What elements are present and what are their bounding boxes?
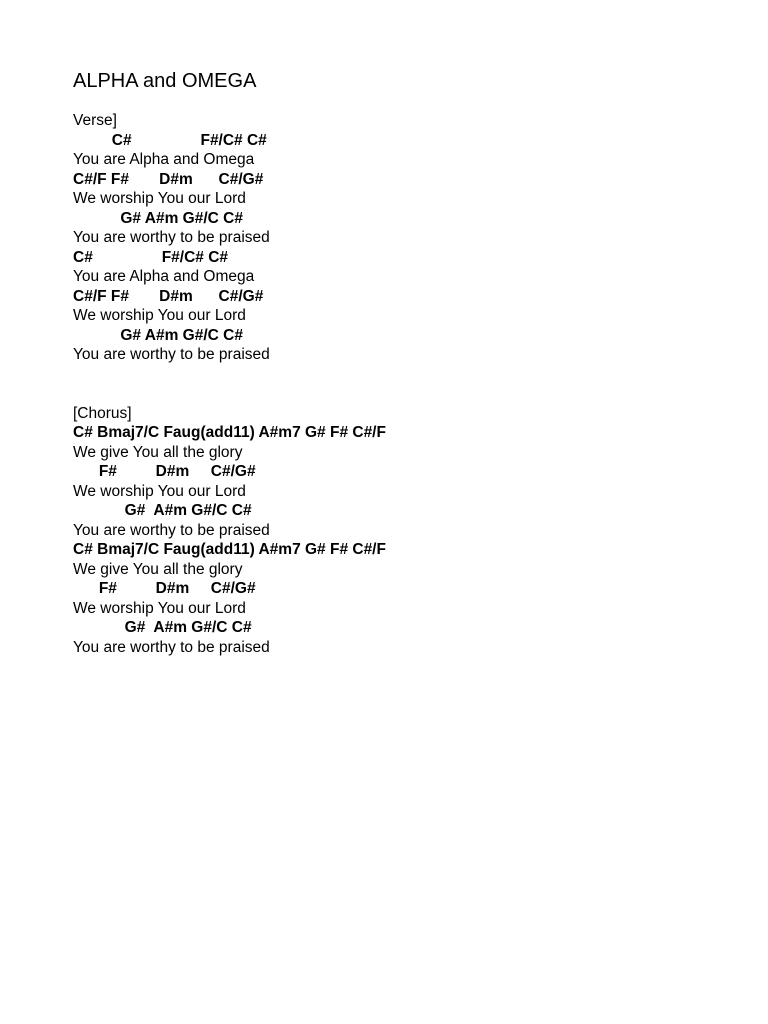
song-title: ALPHA and OMEGA — [73, 70, 257, 92]
chord-line: C# Bmaj7/C Faug(add11) A#m7 G# F# C#/F — [73, 541, 386, 558]
chord-line: G# A#m G#/C C# — [73, 502, 252, 519]
chord-line: F# D#m C#/G# — [73, 463, 256, 480]
chorus-section — [73, 404, 713, 658]
verse-label: Verse] — [73, 112, 117, 129]
chorus-label: [Chorus] — [73, 404, 132, 422]
lyric-line: We worship You our Lord — [73, 307, 246, 324]
lyric-line: You are Alpha and Omega — [73, 151, 255, 168]
chord-line: F# D#m C#/G# — [73, 580, 256, 597]
chord-line: G# A#m G#/C C# — [73, 619, 252, 636]
lyric-line: We give You all the glory — [73, 443, 243, 461]
chord-line: C#/F F# D#m C#/G# — [73, 287, 264, 305]
section-gap — [73, 365, 713, 404]
chord-line: C#/F F# D#m C#/G# — [73, 170, 264, 188]
chord-line: C# F#/C# C# — [73, 248, 229, 266]
lyric-line: We give You all the glory — [73, 560, 243, 578]
chord-line: C# F#/C# C# — [73, 131, 267, 149]
chord-line: C# Bmaj7/C Faug(add11) A#m7 G# F# C#/F — [73, 424, 386, 441]
lyric-line: You are worthy to be praised — [73, 521, 270, 539]
chord-line: G# A#m G#/C C# — [73, 209, 243, 227]
lyric-line: You are worthy to be praised — [73, 346, 270, 363]
lyric-line: We worship You our Lord — [73, 482, 246, 500]
verse-section — [73, 111, 713, 365]
chord-line: G# A#m G#/C C# — [73, 326, 243, 344]
lyric-line: You are Alpha and Omega — [73, 268, 255, 285]
lyric-line: We worship You our Lord — [73, 599, 246, 617]
lyric-line: You are worthy to be praised — [73, 638, 270, 656]
lyric-line: You are worthy to be praised — [73, 229, 270, 246]
song-sheet — [73, 66, 713, 657]
lyric-line: We worship You our Lord — [73, 190, 246, 207]
